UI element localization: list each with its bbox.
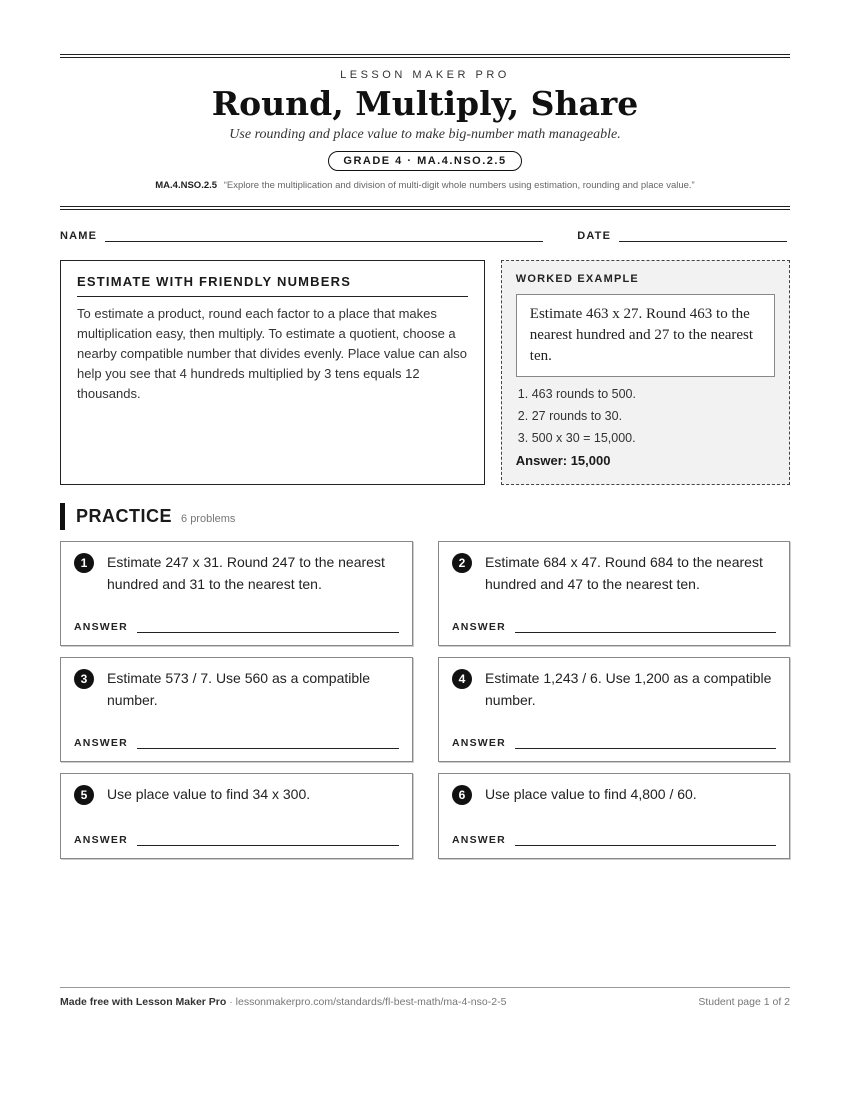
header-bottom-rule [60,206,790,210]
worked-example-heading: WORKED EXAMPLE [515,273,639,285]
practice-header [60,503,790,530]
answer-field-1[interactable] [137,624,399,633]
practice-heading: PRACTICE [76,506,173,526]
footer-page-number: Student page 1 of 2 [698,996,790,1008]
answer-field-4[interactable] [515,740,776,749]
worked-example-box [501,260,790,485]
problem-number-badge: 2 [452,553,472,573]
problem-card-5 [60,773,413,859]
date-field[interactable] [619,232,787,242]
page-footer [60,987,790,1008]
problem-number-badge: 6 [452,785,472,805]
date-label: DATE [577,230,612,242]
problem-number-badge: 5 [74,785,94,805]
concept-body: To estimate a product, round each factor to a place that makes multiplication easy, then multiply. To estimate a quotient, choose a nearby compatible number that divides evenly. Place value can also help you see that 4 hundreds multiplied by 3 tens equals 12 thousands. [77,306,467,401]
grade-badge: GRADE 4 · MA.4.NSO.2.5 [328,151,521,171]
problem-number-badge: 1 [74,553,94,573]
brand-name: LESSON MAKER PRO [340,69,510,81]
practice-count: 6 problems [181,513,236,525]
practice-grid [60,541,790,859]
intro-section [60,260,790,485]
standard-text: “Explore the multiplication and division of multi-digit whole numbers using estimation, rounding and place value.” [223,180,695,191]
concept-heading: ESTIMATE WITH FRIENDLY NUMBERS [77,274,468,297]
concept-box [60,260,485,485]
answer-label: ANSWER [452,737,506,749]
problem-card-2 [438,541,790,646]
problem-text: Estimate 684 x 47. Round 684 to the nearest hundred and 47 to the nearest ten. [485,554,763,592]
standard-code: MA.4.NSO.2.5 [155,180,218,191]
answer-label: ANSWER [74,621,128,633]
answer-label: ANSWER [452,834,506,846]
answer-field-3[interactable] [137,740,399,749]
answer-field-2[interactable] [515,624,776,633]
worked-example-steps [518,383,775,449]
problem-number-badge: 3 [74,669,94,689]
answer-label: ANSWER [74,737,128,749]
top-rule [60,54,790,58]
problem-number-badge: 4 [452,669,472,689]
problem-text: Use place value to find 34 x 300. [107,786,311,802]
name-label: NAME [60,230,98,242]
problem-card-4 [438,657,790,762]
problem-card-1 [60,541,413,646]
answer-label: ANSWER [452,621,506,633]
answer-field-6[interactable] [515,837,776,846]
problem-text: Estimate 573 / 7. Use 560 as a compatible number. [107,670,371,708]
problem-text: Estimate 247 x 31. Round 247 to the nearest hundred and 31 to the nearest ten. [107,554,385,592]
footer-made-with: Made free with Lesson Maker Pro [60,996,227,1008]
worked-example-answer: Answer: 15,000 [515,453,611,468]
problem-card-3 [60,657,413,762]
worked-example-step: 3. 500 x 30 = 15,000. [517,431,636,445]
answer-field-5[interactable] [137,837,399,846]
worked-example-problem: Estimate 463 x 27. Round 463 to the nearest hundred and 27 to the nearest ten. [516,294,775,377]
worked-example-step: 1. 463 rounds to 500. [517,387,636,401]
footer-credit [60,996,506,1008]
page-subtitle: Use rounding and place value to make big-number math manageable. [229,127,621,142]
page-title: Round, Multiply, Share [211,84,639,123]
problem-text: Use place value to find 4,800 / 60. [485,786,697,802]
standard-description [60,180,790,191]
answer-label: ANSWER [74,834,128,846]
name-field[interactable] [105,232,543,242]
footer-url[interactable]: · lessonmakerpro.com/standards/fl-best-math/ma-4-nso-2-5 [226,996,507,1008]
worksheet-page [60,54,790,859]
name-date-row [60,230,790,242]
worked-example-step: 2. 27 rounds to 30. [517,409,623,423]
problem-card-6 [438,773,790,859]
problem-text: Estimate 1,243 / 6. Use 1,200 as a compatible number. [485,670,772,708]
